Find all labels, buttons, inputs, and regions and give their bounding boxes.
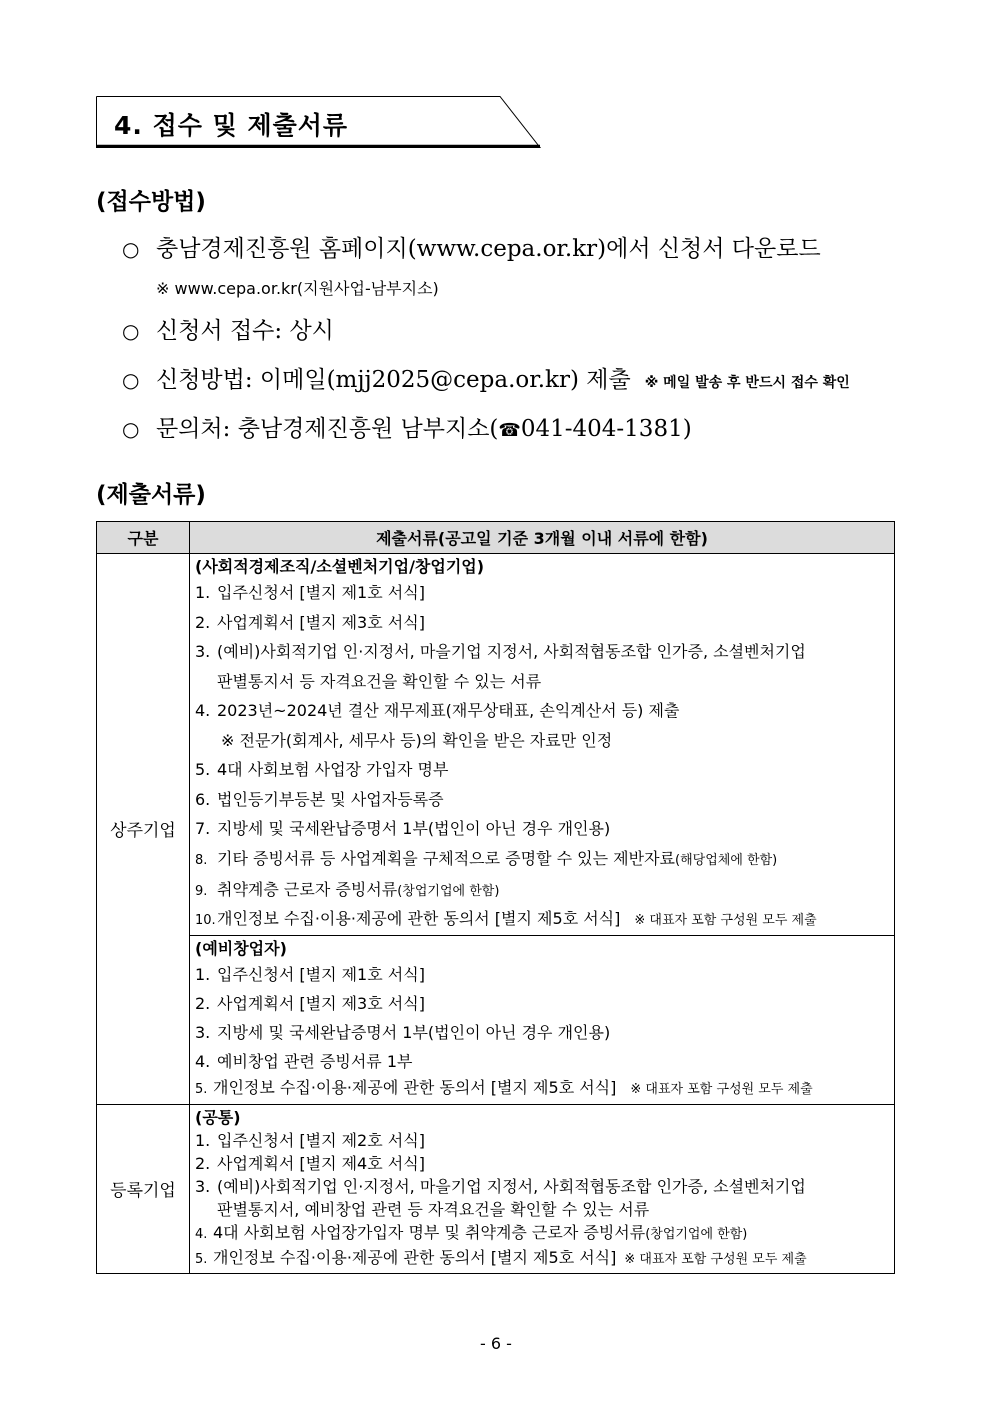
header-documents: 제출서류(공고일 기준 3개월 이내 서류에 한함): [190, 522, 895, 554]
list-item: 1. 입주신청서 [별지 제1호 서식]: [195, 583, 425, 602]
method-item-text: 신청서 접수: 상시: [156, 318, 334, 344]
header-category: 구분: [97, 522, 190, 554]
list-item: 6. 법인등기부등본 및 사업자등록증: [195, 789, 444, 809]
telephone-icon: ☎: [498, 420, 521, 441]
item-note: ※ 대표자 포함 구성원 모두 제출: [634, 912, 817, 928]
list-item: 3. 지방세 및 국세완납증명서 1부(법인이 아닌 경우 개인용): [195, 1022, 611, 1042]
category-deungrok: 등록기업: [97, 1104, 190, 1273]
list-item: 5. 4대 사회보험 사업장 가입자 명부: [195, 760, 449, 779]
sangju-group2-cell: [190, 935, 895, 1104]
method-item-text: 신청방법: 이메일(mjj2025@cepa.or.kr) 제출: [156, 367, 631, 393]
list-item: 9. 취약계층 근로자 증빙서류(창업기업에 한함): [195, 880, 500, 899]
table-header-row: [97, 522, 895, 554]
deungrok-cell: [190, 1104, 895, 1273]
group-title: (공통): [195, 1107, 241, 1127]
item-note: (해당업체에 한함): [675, 852, 778, 868]
list-item: 4. 예비창업 관련 증빙서류 1부: [195, 1051, 413, 1071]
method-item-contact: [122, 410, 692, 443]
method-item-homepage: [122, 230, 821, 263]
list-item: 2. 사업계획서 [별지 제3호 서식]: [195, 993, 425, 1013]
list-item: 8. 기타 증빙서류 등 사업계획을 구체적으로 증명할 수 있는 제반자료(해당업체에 한함): [195, 848, 778, 868]
method-item-note: ※ 메일 발송 후 반드시 접수 확인: [644, 375, 850, 391]
section-title: 4. 접수 및 제출서류: [114, 111, 349, 140]
method-item-text: 충남경제진흥원 홈페이지(www.cepa.or.kr)에서 신청서 다운로드: [156, 236, 821, 262]
method-item-note: ※ www.cepa.or.kr(지원사업-남부지소): [156, 279, 439, 298]
method-item-receipt: [122, 312, 334, 345]
list-item: 7. 지방세 및 국세완납증명서 1부(법인이 아닌 경우 개인용): [195, 819, 611, 838]
table-row: [97, 1104, 895, 1273]
item-note: ※ 대표자 포함 구성원 모두 제출: [630, 1081, 813, 1097]
list-item-continuation: 판별통지서, 예비창업 관련 등 자격요건을 확인할 수 있는 서류: [217, 1199, 650, 1219]
documents-table: [96, 521, 895, 1274]
documents-heading: (제출서류): [96, 482, 206, 508]
table-row: [97, 935, 895, 1104]
list-item: 1. 입주신청서 [별지 제2호 서식]: [195, 1130, 425, 1150]
page-number: - 6 -: [480, 1334, 512, 1353]
section-header-box: [96, 96, 542, 148]
method-item-text: 문의처: 충남경제진흥원 남부지소(☎041-404-1381): [156, 416, 692, 442]
method-item-email: [122, 361, 850, 394]
group-title: (예비창업자): [195, 938, 287, 958]
list-item: 5. 개인정보 수집·이용·제공에 관한 동의서 [별지 제5호 서식] ※ 대표자 포함 구성원 모두 제출: [195, 1077, 813, 1097]
list-item: 3. (예비)사회적기업 인·지정서, 마을기업 지정서, 사회적협동조합 인가증, 소셜벤처기업: [195, 1176, 806, 1196]
list-item: 4. 2023년~2024년 결산 재무제표(재무상태표, 손익계산서 등) 제출: [195, 701, 680, 720]
list-item-continuation: ※ 전문가(회계사, 세무사 등)의 확인을 받은 자료만 인정: [221, 730, 613, 750]
group-title: (사회적경제조직/소셜벤처기업/창업기업): [195, 557, 485, 576]
list-item: 2. 사업계획서 [별지 제3호 서식]: [195, 612, 425, 632]
circle-bullet-icon: ○: [122, 368, 140, 392]
method-heading: (접수방법): [96, 189, 206, 215]
category-sangju: 상주기업: [97, 554, 190, 1105]
list-item: 5. 개인정보 수집·이용·제공에 관한 동의서 [별지 제5호 서식] ※ 대표자 포함 구성원 모두 제출: [195, 1247, 807, 1267]
sangju-group1-cell: [190, 554, 895, 936]
table-row: [97, 554, 895, 936]
list-item: 3. (예비)사회적기업 인·지정서, 마을기업 지정서, 사회적협동조합 인가증, 소셜벤처기업: [195, 642, 806, 661]
item-note: ※ 대표자 포함 구성원 모두 제출: [624, 1251, 807, 1267]
list-item: 1. 입주신청서 [별지 제1호 서식]: [195, 964, 425, 984]
list-item: 2. 사업계획서 [별지 제4호 서식]: [195, 1153, 425, 1173]
item-note: (창업기업에 한함): [397, 884, 500, 899]
list-item: 10.개인정보 수집·이용·제공에 관한 동의서 [별지 제5호 서식] ※ 대표자 포함 구성원 모두 제출: [195, 908, 817, 928]
circle-bullet-icon: ○: [122, 319, 140, 343]
circle-bullet-icon: ○: [122, 417, 140, 441]
item-note: (창업기업에 한함): [645, 1226, 748, 1242]
phone-number: 041-404-1381: [520, 416, 683, 442]
circle-bullet-icon: ○: [122, 237, 140, 261]
list-item: 4. 4대 사회보험 사업장가입자 명부 및 취약계층 근로자 증빙서류(창업기업에 한함): [195, 1222, 748, 1242]
list-item-continuation: 판별통지서 등 자격요건을 확인할 수 있는 서류: [217, 671, 542, 691]
